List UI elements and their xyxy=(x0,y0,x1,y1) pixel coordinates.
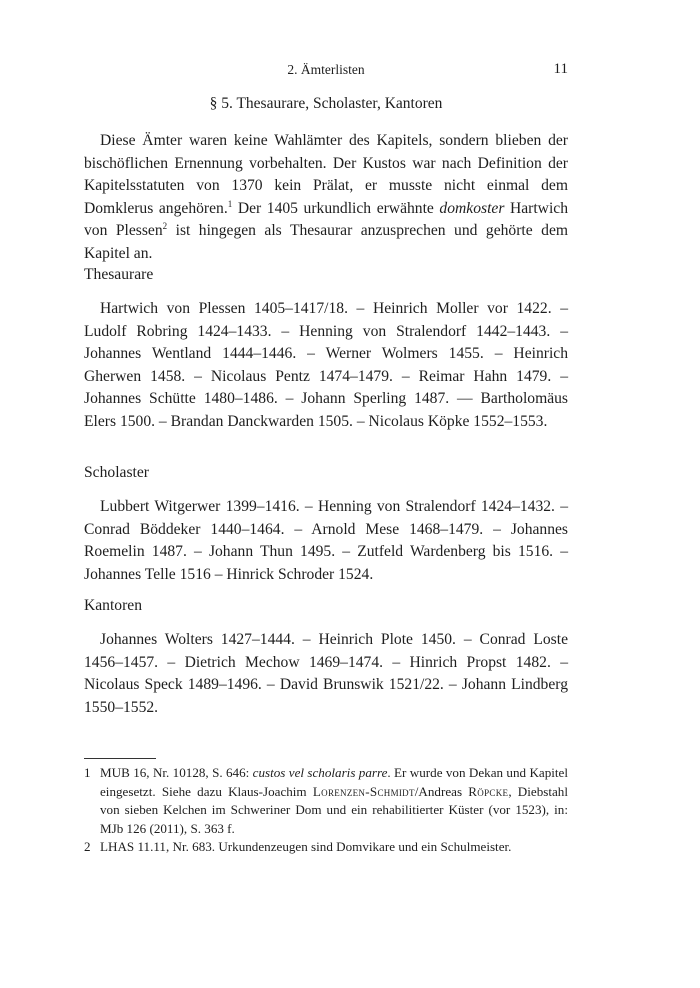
running-head xyxy=(84,62,568,82)
intro-text-1: Diese Ämter waren keine Wahlämter des Kapitels, sondern blieben der bischöflichen Ernennung vorbehalten. Der Kustos war nach Definition der Kapitelsstatuten von 1370 kein Prälat, er musste nicht einmal dem Domklerus angehören. xyxy=(84,132,568,217)
footnote-1-author-1: Lorenzen-Schmidt xyxy=(312,783,415,799)
intro-paragraph xyxy=(84,130,568,266)
kantoren-heading: Kantoren xyxy=(84,597,143,614)
thesaurare-heading: Thesaurare xyxy=(84,266,154,283)
footnote-ref-1[interactable]: 1 xyxy=(227,198,233,209)
kantoren-list: Johannes Wolters 1427–1444. – Heinrich Plote 1450. – Conrad Loste 1456–1457. – Dietrich Mechow 1469–1474. – Hinrich Propst 1482. – Nicolaus Speck 1489–1496. – David Brunswik 1521/22. – Johann Lindberg 1550–1552. xyxy=(84,631,568,716)
running-title: 2. Ämterlisten xyxy=(287,62,365,77)
footnote-number: 2 xyxy=(84,839,91,855)
footnote-divider xyxy=(84,758,156,759)
footnote-1-emphasis: custos vel scholaris parre xyxy=(252,765,388,780)
intro-emphasis: domkoster xyxy=(439,199,505,217)
scholaster-heading: Scholaster xyxy=(84,464,149,481)
footnote-1-text-2: . Er wurde von Dekan und Kapitel eingesetzt. Siehe dazu Klaus-Joachim xyxy=(100,765,568,799)
thesaurare-list: Hartwich von Plessen 1405–1417/18. – Heinrich Moller vor 1422. – Ludolf Robring 1424–1433. – Henning von Stralendorf 1442–1443. – Johannes Wentland 1444–1446. – Werner Wolmers 1455. – Heinrich Gherwen 1458. – Nicolaus Pentz 1474–1479. – Reimar Hahn 1479. – Johannes Schütte 1480–1486. – Johann Sperling 1487. — Bartholomäus Elers 1500. – Brandan Danckwarden 1505. – Nicolaus Köpke 1552–1553. xyxy=(84,300,568,430)
footnote-ref-2[interactable]: 2 xyxy=(162,221,168,232)
footnote-1-text-4: , Diebstahl von sieben Kelchen im Schweriner Dom und ein rehabilitierter Küster (vor 1523), in: MJb 126 (2011), S. 363 f. xyxy=(100,783,568,836)
intro-text-3: Hartwich von Plessen xyxy=(84,199,568,240)
footnote-1 xyxy=(84,764,568,838)
scholaster-list: Lubbert Witgerwer 1399–1416. – Henning von Stralendorf 1424–1432. – Conrad Böddeker 1440–1464. – Arnold Mese 1468–1479. – Johannes Roemelin 1487. – Johann Thun 1495. – Zutfeld Wardenberg bis 1516. – Johannes Telle 1516 – Hinrick Schroder 1524. xyxy=(84,498,568,583)
footnote-1-text-3: /Andreas xyxy=(414,783,469,799)
footnote-2 xyxy=(84,838,568,857)
footnote-number: 1 xyxy=(84,765,91,780)
intro-text-2: Der 1405 urkundlich erwähnte xyxy=(232,199,440,217)
footnotes xyxy=(84,764,568,857)
page-number: 11 xyxy=(553,61,568,77)
footnote-2-text: LHAS 11.11, Nr. 683. Urkundenzeugen sind Domvikare und ein Schulmeister. xyxy=(100,839,512,855)
footnote-1-author-2: Röpcke xyxy=(468,783,509,799)
footnote-1-text-1: MUB 16, Nr. 10128, S. 646: xyxy=(100,765,253,780)
section-heading: § 5. Thesaurare, Scholaster, Kantoren xyxy=(209,95,443,112)
intro-text-4: ist hingegen als Thesaurar anzusprechen und gehörte dem Kapitel an. xyxy=(84,222,568,262)
